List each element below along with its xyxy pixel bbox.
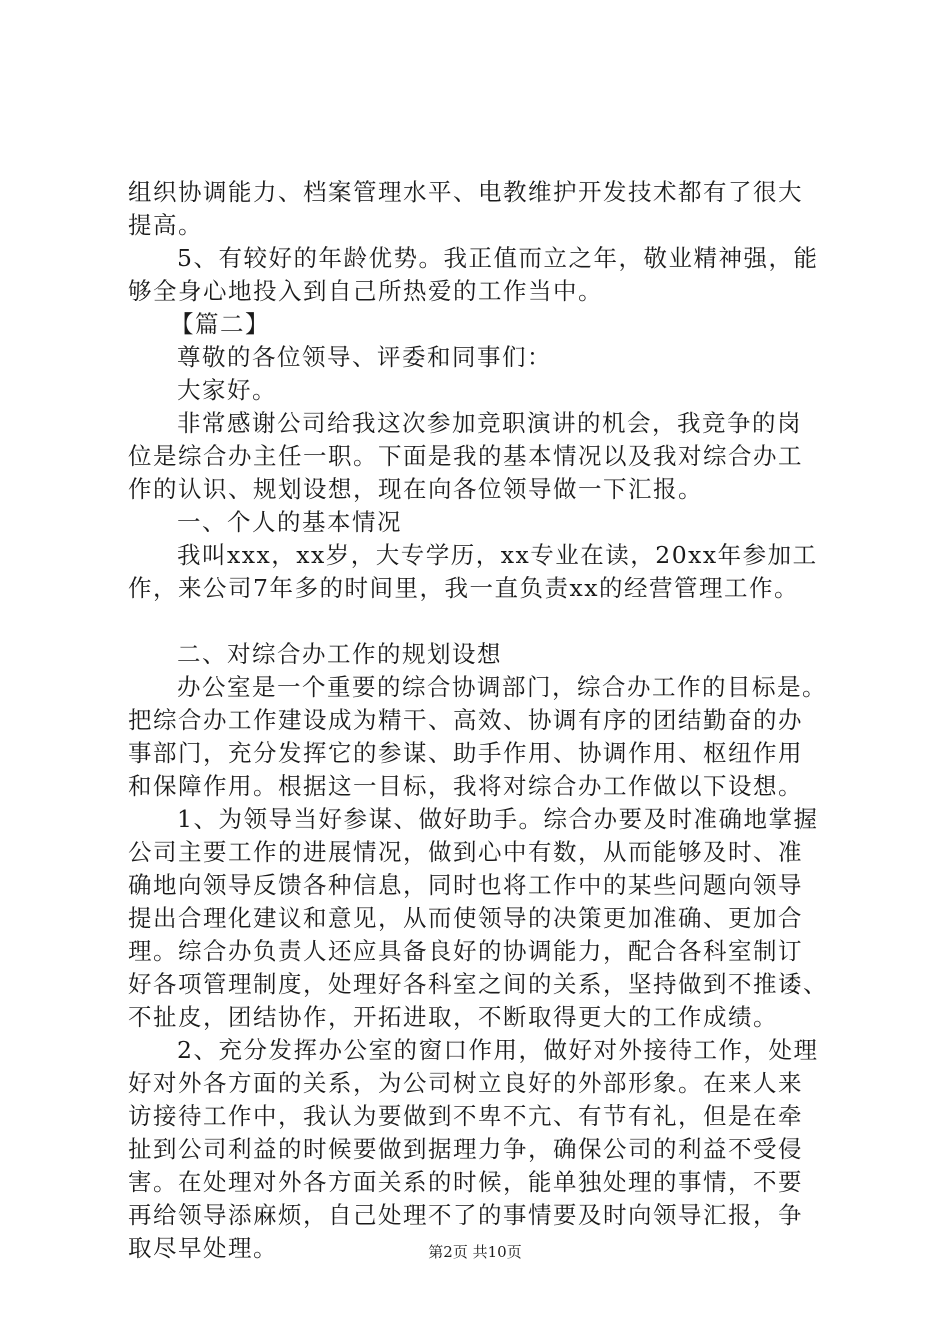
text-line: 办公室是一个重要的综合协调部门，综合办工作的目标是。 bbox=[177, 673, 827, 701]
text-line: 作的认识、规划设想，现在向各位领导做一下汇报。 bbox=[128, 475, 703, 503]
text-line: 访接待工作中，我认为要做到不卑不亢、有节有礼，但是在牵 bbox=[128, 1102, 803, 1130]
text-line: 好各项管理制度，处理好各科室之间的关系，坚持做到不推诿、 bbox=[128, 970, 828, 998]
text-line: 事部门，充分发挥它的参谋、助手作用、协调作用、枢纽作用 bbox=[128, 739, 803, 767]
text-line: 我叫xxx，xx岁，大专学历，xx专业在读，20xx年参加工 bbox=[177, 541, 818, 569]
text-line: 确地向领导反馈各种信息，同时也将工作中的某些问题向领导 bbox=[128, 871, 803, 899]
text-line: 2、充分发挥办公室的窗口作用，做好对外接待工作，处理 bbox=[177, 1036, 819, 1064]
text-line: 提高。 bbox=[128, 211, 203, 239]
text-line: 作，来公司7年多的时间里，我一直负责xx的经营管理工作。 bbox=[128, 574, 799, 602]
salutation: 尊敬的各位领导、评委和同事们： bbox=[177, 343, 552, 371]
text-line: 公司主要工作的进展情况，做到心中有数，从而能够及时、准 bbox=[128, 838, 803, 866]
subheading-personal-info: 一、个人的基本情况 bbox=[177, 508, 402, 536]
text-line: 1、为领导当好参谋、做好助手。综合办要及时准确地掌握 bbox=[177, 805, 819, 833]
text-line: 理。综合办负责人还应具备良好的协调能力，配合各科室制订 bbox=[128, 937, 803, 965]
text-line: 位是综合办主任一职。下面是我的基本情况以及我对综合办工 bbox=[128, 442, 803, 470]
text-line: 扯到公司利益的时候要做到据理力争，确保公司的利益不受侵 bbox=[128, 1135, 803, 1163]
text-line: 把综合办工作建设成为精干、高效、协调有序的团结勤奋的办 bbox=[128, 706, 803, 734]
text-line: 5、有较好的年龄优势。我正值而立之年，敬业精神强，能 bbox=[177, 244, 819, 272]
text-line: 够全身心地投入到自己所热爱的工作当中。 bbox=[128, 277, 603, 305]
text-line: 组织协调能力、档案管理水平、电教维护开发技术都有了很大 bbox=[128, 178, 803, 206]
text-line: 提出合理化建议和意见，从而使领导的决策更加准确、更加合 bbox=[128, 904, 803, 932]
page-number-footer: 第2页 共10页 bbox=[428, 1243, 522, 1261]
text-line: 取尽早处理。 bbox=[128, 1234, 278, 1262]
text-line: 非常感谢公司给我这次参加竞职演讲的机会，我竞争的岗 bbox=[177, 409, 802, 437]
text-line: 害。在处理对外各方面关系的时候，能单独处理的事情，不要 bbox=[128, 1168, 803, 1196]
section-heading: 【篇二】 bbox=[170, 310, 270, 338]
text-line: 和保障作用。根据这一目标，我将对综合办工作做以下设想。 bbox=[128, 772, 803, 800]
text-line: 再给领导添麻烦，自己处理不了的事情要及时向领导汇报，争 bbox=[128, 1201, 803, 1229]
text-line: 好对外各方面的关系，为公司树立良好的外部形象。在来人来 bbox=[128, 1069, 803, 1097]
greeting: 大家好。 bbox=[177, 376, 277, 404]
text-line: 不扯皮，团结协作，开拓进取，不断取得更大的工作成绩。 bbox=[128, 1003, 778, 1031]
subheading-plan: 二、对综合办工作的规划设想 bbox=[177, 640, 502, 668]
